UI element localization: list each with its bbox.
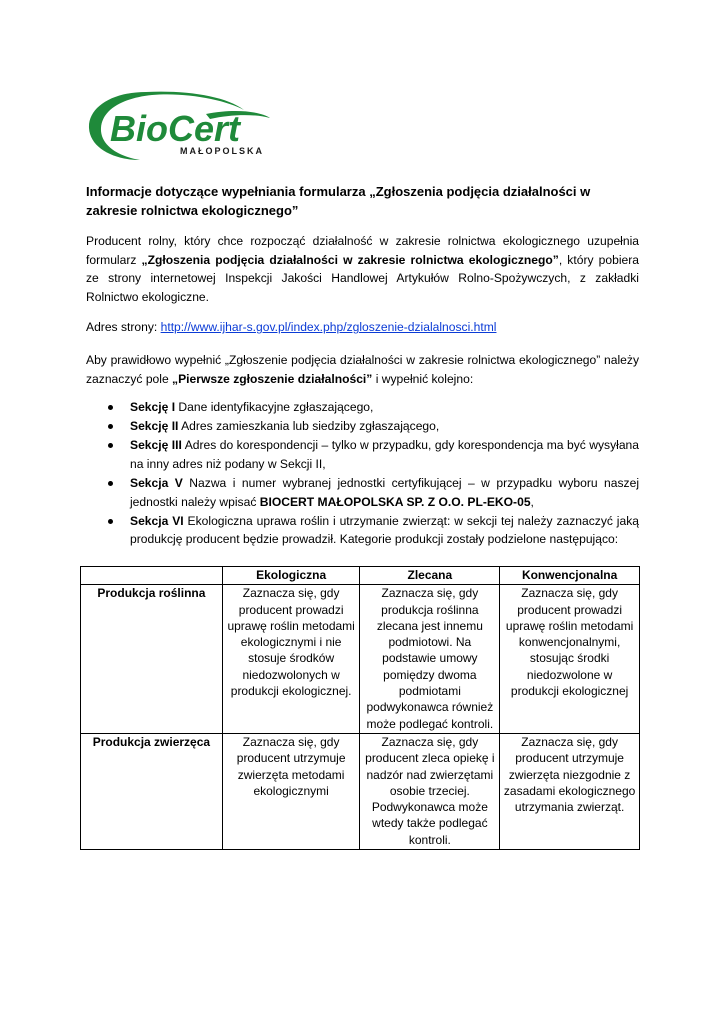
- section-label: Sekcja VI: [130, 513, 184, 528]
- certifier-name: BIOCERT MAŁOPOLSKA SP. Z O.O. PL-EKO-05: [259, 494, 531, 509]
- section-text: Adres do korespondencji – tylko w przypadku, gdy korespondencja ma być wysyłana na inny adres niż podany w Sekcji II,: [130, 438, 639, 471]
- list-item: [86, 474, 639, 511]
- bullet-icon: [108, 443, 113, 448]
- production-categories-table: [80, 566, 640, 850]
- list-item: [86, 398, 639, 417]
- intro-paragraph: [86, 232, 639, 306]
- section-label: Sekcja V: [130, 476, 183, 491]
- table-header-row: [81, 567, 640, 585]
- table-cell: Zaznacza się, gdy producent prowadzi uprawę roślin metodami ekologicznymi i nie stosuje środków niedozwolonych w produkcji ekologicznej.: [222, 585, 360, 734]
- address-link[interactable]: http://www.ijhar-s.gov.pl/index.php/zgloszenie-dzialalnosci.html: [160, 320, 497, 335]
- table-cell: Zaznacza się, gdy producent zleca opiekę i nadzór nad zwierzętami osobie trzeciej. Podwykonawca może wtedy także podlegać kontroli.: [360, 733, 500, 849]
- table-row: [81, 733, 640, 849]
- list-item: [86, 436, 639, 473]
- section-text: Nazwa i numer wybranej jednostki certyfikującej – w przypadku wyboru naszej jednostki należy wpisać: [130, 476, 640, 509]
- biocert-logo: [86, 86, 278, 164]
- table-row: [81, 585, 640, 734]
- document-title: Informacje dotyczące wypełniania formularza „Zgłoszenia podjęcia działalności w zakresie rolnictwa ekologicznego”: [86, 184, 591, 218]
- section-label: Sekcję I: [130, 400, 176, 415]
- list-item: [86, 512, 639, 549]
- section-tail: ,: [530, 494, 534, 509]
- section-text: Ekologiczna uprawa roślin i utrzymanie zwierząt: w sekcji tej należy zaznaczyć jaką produkcję producent będzie prowadził. Kategorie produkcji zostały podzielone następująco:: [130, 513, 639, 547]
- logo-sub-text: MAŁOPOLSKA: [180, 146, 264, 156]
- table-cell: Zaznacza się, gdy produkcja roślinna zlecana jest innemu podmiotowi. Na podstawie umowy pomiędzy dwoma podmiotami podwykonawca również może podlegać kontroli.: [360, 585, 500, 734]
- section-label: Sekcję III: [130, 438, 182, 453]
- intro-text-1: Producent rolny, który chce rozpocząć działalność w zakresie rolnictwa ekologicznego uzupełnia formularz: [86, 234, 639, 267]
- bullet-icon: [108, 405, 113, 410]
- document-body: [86, 182, 639, 549]
- instructions-text-1: Aby prawidłowo wypełnić „Zgłoszenie podjęcia działalności w zakresie rolnictwa ekologicznego” należy zaznaczyć pole: [86, 352, 639, 386]
- section-label: Sekcję II: [130, 419, 179, 434]
- row-label: Produkcja roślinna: [81, 585, 223, 734]
- table-cell: Zaznacza się, gdy producent utrzymuje zwierzęta metodami ekologicznymi: [222, 733, 360, 849]
- table-header-cell: Zlecana: [360, 567, 500, 585]
- table-cell: Zaznacza się, gdy producent prowadzi uprawę roślin metodami konwencjonalnymi, stosując środki niedozwolone w produkcji ekologicznej: [500, 585, 640, 734]
- table-header-cell: Ekologiczna: [222, 567, 360, 585]
- instructions-paragraph: [86, 351, 639, 388]
- address-paragraph: [86, 318, 639, 337]
- table-header-cell: Konwencjonalna: [500, 567, 640, 585]
- bullet-icon: [108, 481, 113, 486]
- bullet-icon: [108, 424, 113, 429]
- table-header-cell: [81, 567, 223, 585]
- logo-main-text: BioCert: [110, 108, 241, 149]
- bullet-icon: [108, 519, 113, 524]
- intro-form-name: „Zgłoszenia podjęcia działalności w zakresie rolnictwa ekologicznego”: [141, 252, 559, 267]
- list-item: [86, 417, 639, 436]
- intro-text-2: , który pobiera ze strony internetowej Inspekcji Jakości Handlowej Artykułów Rolno-Spożywczych, z zakładki Rolnictwo ekologiczne.: [86, 252, 639, 304]
- instructions-field-name: „Pierwsze zgłoszenie działalności”: [172, 371, 373, 386]
- instructions-text-2: i wypełnić kolejno:: [372, 371, 474, 386]
- section-text: Dane identyfikacyjne zgłaszającego,: [175, 400, 374, 415]
- section-text: Adres zamieszkania lub siedziby zgłaszającego,: [178, 419, 440, 434]
- address-label: Adres strony:: [86, 320, 161, 335]
- sections-list: [86, 398, 639, 549]
- table-cell: Zaznacza się, gdy producent utrzymuje zwierzęta niezgodnie z zasadami ekologicznego utrzymania zwierząt.: [500, 733, 640, 849]
- row-label: Produkcja zwierzęca: [81, 733, 223, 849]
